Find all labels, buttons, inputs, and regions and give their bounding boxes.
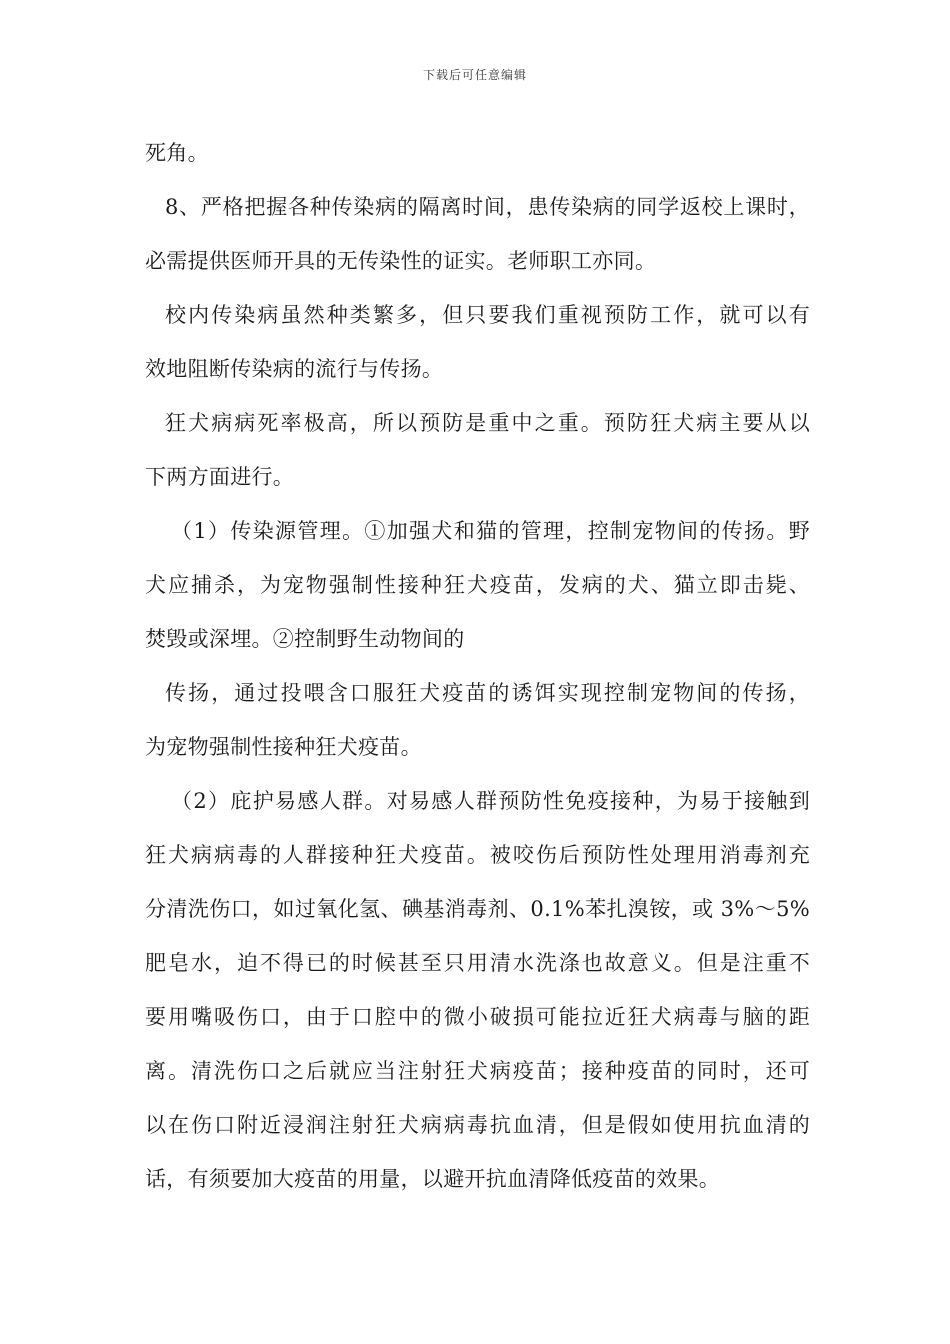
text-line: 分清洗伤口，如过氧化氢、碘基消毒剂、0.1%苯扎溴铵，或 3%～5% <box>145 897 810 921</box>
text-line: 传扬，通过投喂含口服狂犬疫苗的诱饵实现控制宠物间的传扬， <box>165 681 810 705</box>
text-line: （2）庇护易感人群。对易感人群预防性免疫接种，为易于接触到 <box>171 789 810 813</box>
text-line: （1）传染源管理。①加强犬和猫的管理，控制宠物间的传扬。野 <box>171 519 810 543</box>
text-line: 要用嘴吸伤口，由于口腔中的微小破损可能拉近狂犬病毒与脑的距 <box>145 1005 810 1029</box>
text-line: 狂犬病病毒的人群接种狂犬疫苗。被咬伤后预防性处理用消毒剂充 <box>145 843 810 867</box>
text-line: 为宠物强制性接种狂犬疫苗。 <box>145 735 422 759</box>
document-body <box>145 126 810 1206</box>
text-line: 8、严格把握各种传染病的隔离时间，患传染病的同学返校上课时， <box>165 195 810 219</box>
text-line: 以在伤口附近浸润注射狂犬病病毒抗血清，但是假如使用抗血清的 <box>145 1113 810 1137</box>
text-line: 狂犬病病死率极高，所以预防是重中之重。预防狂犬病主要从以 <box>165 411 810 435</box>
text-line: 焚毁或深埋。②控制野生动物间的 <box>145 627 465 651</box>
text-line: 下两方面进行。 <box>145 465 295 489</box>
text-line: 话，有须要加大疫苗的用量，以避开抗血清降低疫苗的效果。 <box>145 1167 721 1191</box>
text-line: 离。清洗伤口之后就应当注射狂犬病疫苗；接种疫苗的同时，还可 <box>145 1059 810 1083</box>
text-line: 犬应捕杀，为宠物强制性接种狂犬疫苗，发病的犬、猫立即击毙、 <box>145 573 810 597</box>
text-line: 效地阻断传染病的流行与传扬。 <box>145 357 444 381</box>
page-header: 下载后可任意编辑 <box>422 68 527 82</box>
text-line: 校内传染病虽然种类繁多，但只要我们重视预防工作，就可以有 <box>165 303 810 327</box>
text-line: 肥皂水，迫不得已的时候甚至只用清水洗涤也故意义。但是注重不 <box>145 951 810 975</box>
text-line: 必需提供医师开具的无传染性的证实。老师职工亦同。 <box>145 249 657 273</box>
text-line: 死角。 <box>145 141 209 165</box>
